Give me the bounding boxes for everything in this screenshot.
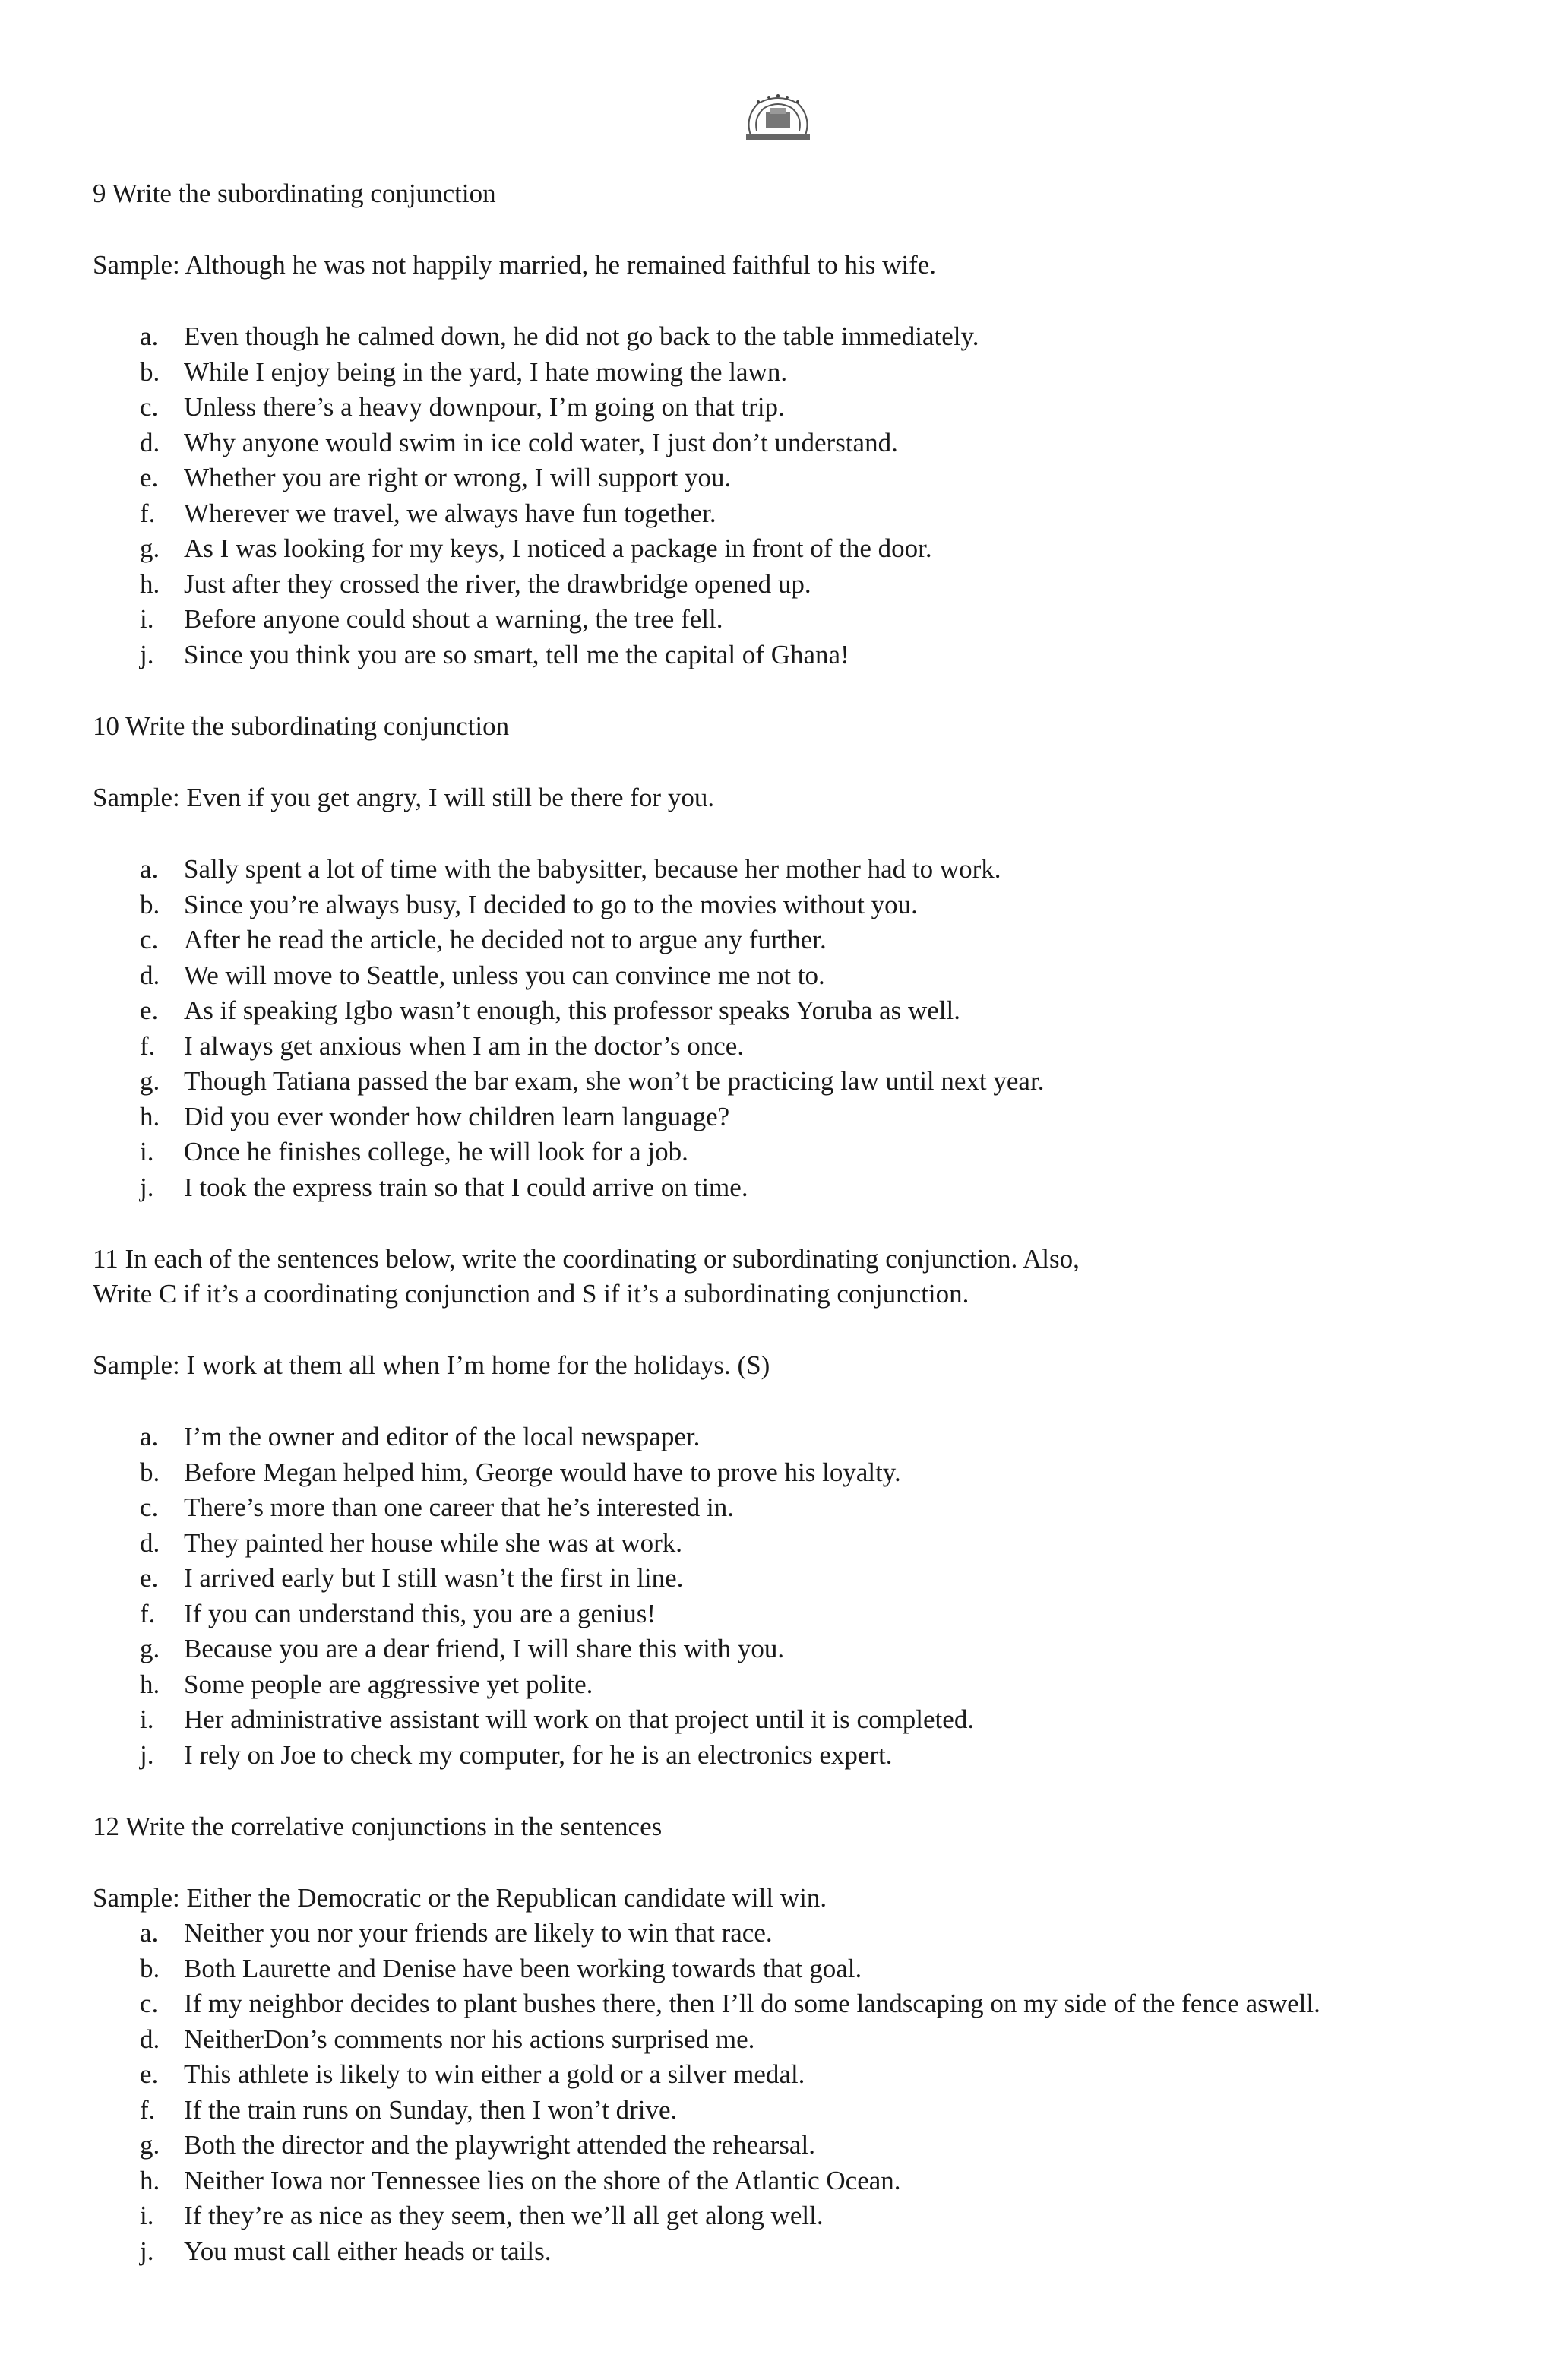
item-label: j. [140,639,154,669]
item-text: If my neighbor decides to plant bushes there, then I’ll do some landscaping on my side of the fence aswell. [184,1989,1320,2018]
item-label: d. [140,1527,160,1558]
item-label: c. [140,392,159,422]
item-text: Both the director and the playwright attended the rehearsal. [184,2130,815,2160]
item-label: g. [140,2130,160,2160]
item-label: j. [140,1172,154,1202]
item-text: Some people are aggressive yet polite. [184,1669,593,1699]
item-text: If the train runs on Sunday, then I won’t drive. [184,2094,678,2125]
item-text: Neither Iowa nor Tennessee lies on the shore of the Atlantic Ocean. [184,2165,901,2195]
item-label: h. [140,1669,160,1699]
item-text: Sally spent a lot of time with the babysitter, because her mother had to work. [184,854,1001,884]
list-item [93,567,1460,603]
list-item [93,1597,1460,1632]
sample-sentence: Sample: Either the Democratic or the Republican candidate will win. [93,1883,827,1913]
item-text: This athlete is likely to win either a gold or a silver medal. [184,2059,805,2089]
item-label: i. [140,2201,154,2230]
item-text: Wherever we travel, we always have fun together. [184,498,716,528]
item-label: d. [140,960,160,990]
item-text: Because you are a dear friend, I will share this with you. [184,1634,785,1663]
item-text: NeitherDon’s comments nor his actions surprised me. [184,2024,755,2054]
item-text: Once he finishes college, he will look for a job. [184,1137,688,1166]
item-text: Neither you nor your friends are likely to win that race. [184,1918,773,1948]
item-text: Since you’re always busy, I decided to go to the movies without you. [184,889,918,919]
item-text: I rely on Joe to check my computer, for he is an electronics expert. [184,1739,893,1770]
list-item [93,1702,1460,1738]
list-item [93,2022,1460,2058]
list-item [93,2163,1460,2199]
item-label: c. [140,1492,159,1522]
list-item [93,2198,1460,2234]
item-label: a. [140,1422,159,1451]
list-item [93,638,1460,673]
sentence-list [93,1916,1460,2269]
list-item [93,852,1460,888]
list-item [93,1986,1460,2022]
sample-sentence: Sample: Even if you get angry, I will still be there for you. [93,783,715,812]
list-item [93,1490,1460,1526]
item-text: While I enjoy being in the yard, I hate mowing the lawn. [184,356,788,387]
item-text: Did you ever wonder how children learn language? [184,1101,730,1131]
list-item [93,993,1460,1029]
item-label: i. [140,604,154,634]
item-label: f. [140,2094,156,2125]
item-text: Before anyone could shout a warning, the tree fell. [184,604,723,634]
list-item [93,2057,1460,2093]
item-text: Whether you are right or wrong, I will support you. [184,463,732,492]
list-item [93,1100,1460,1135]
list-item [93,923,1460,958]
question-heading: 10 Write the subordinating conjunction [93,711,510,741]
item-text: If they’re as nice as they seem, then we’ll all get along well. [184,2201,824,2230]
item-label: e. [140,1563,159,1593]
item-label: f. [140,1030,156,1061]
list-item [93,1916,1460,1951]
sample-sentence: Sample: Although he was not happily married, he remained faithful to his wife. [93,250,937,280]
item-label: f. [140,1598,156,1628]
item-text: Both Laurette and Denise have been working towards that goal. [184,1953,862,1983]
list-item [93,602,1460,638]
list-item [93,319,1460,355]
list-item [93,1419,1460,1455]
item-label: b. [140,889,160,919]
item-label: d. [140,427,160,457]
sentence-list [93,319,1460,673]
question-12 [93,1809,1460,2269]
item-label: h. [140,2165,160,2195]
item-label: d. [140,2024,160,2054]
item-text: As I was looking for my keys, I noticed a package in front of the door. [184,533,932,563]
question-11 [93,1242,1460,1773]
question-heading-continued: Write C if it’s a coordinating conjunction and S if it’s a subordinating conjunction. [93,1279,969,1309]
sentence-list [93,1419,1460,1773]
item-text: I took the express train so that I could arrive on time. [184,1172,748,1202]
list-item [93,1526,1460,1562]
item-label: b. [140,1953,160,1983]
item-text: After he read the article, he decided not to argue any further. [184,925,827,954]
item-label: j. [140,1739,154,1770]
question-9 [93,176,1460,673]
question-10 [93,709,1460,1205]
item-label: a. [140,321,159,351]
item-text: There’s more than one career that he’s interested in. [184,1492,734,1522]
item-text: We will move to Seattle, unless you can convince me not to. [184,960,825,990]
question-heading: 12 Write the correlative conjunctions in the sentences [93,1812,663,1841]
item-label: e. [140,995,159,1025]
list-item [93,1135,1460,1170]
item-label: g. [140,533,160,563]
list-item [93,2093,1460,2128]
item-text: I’m the owner and editor of the local newspaper. [184,1422,701,1451]
item-text: Before Megan helped him, George would have to prove his loyalty. [184,1457,901,1487]
item-text: Her administrative assistant will work on that project until it is completed. [184,1704,975,1734]
list-item [93,1951,1460,1987]
list-item [93,1064,1460,1100]
item-text: Just after they crossed the river, the drawbridge opened up. [184,568,811,599]
item-text: They painted her house while she was at work. [184,1527,683,1558]
list-item [93,958,1460,994]
list-item [93,496,1460,532]
item-label: c. [140,1989,159,2018]
item-label: j. [140,2236,154,2266]
item-label: a. [140,1918,159,1948]
item-text: If you can understand this, you are a genius! [184,1598,656,1628]
sample-sentence: Sample: I work at them all when I’m home for the holidays. (S) [93,1350,770,1380]
item-label: f. [140,498,156,528]
item-text: You must call either heads or tails. [184,2236,552,2266]
item-text: Even though he calmed down, he did not go back to the table immediately. [184,321,979,351]
list-item [93,888,1460,923]
question-heading: 9 Write the subordinating conjunction [93,179,496,208]
item-text: Though Tatiana passed the bar exam, she won’t be practicing law until next year. [184,1066,1045,1096]
item-label: a. [140,854,159,884]
item-label: h. [140,1101,160,1131]
list-item [93,2234,1460,2270]
list-item [93,531,1460,567]
item-label: g. [140,1066,160,1096]
item-label: i. [140,1137,154,1166]
list-item [93,1170,1460,1206]
item-label: h. [140,568,160,599]
list-item [93,1632,1460,1667]
sentence-list [93,852,1460,1205]
question-heading: 11 In each of the sentences below, write the coordinating or subordinating conjunction. Also, [93,1244,1080,1274]
item-label: e. [140,2059,159,2089]
list-item [93,1029,1460,1065]
item-text: As if speaking Igbo wasn’t enough, this professor speaks Yoruba as well. [184,995,961,1025]
list-item [93,2128,1460,2163]
list-item [93,460,1460,496]
school-crest-logo [735,90,821,144]
worksheet-content [93,176,1460,2306]
item-label: c. [140,925,159,954]
item-label: i. [140,1704,154,1734]
list-item [93,390,1460,426]
list-item [93,426,1460,461]
list-item [93,1455,1460,1491]
list-item [93,1667,1460,1703]
list-item [93,355,1460,391]
item-label: b. [140,356,160,387]
item-label: g. [140,1634,160,1663]
item-text: Since you think you are so smart, tell me the capital of Ghana! [184,639,849,669]
item-text: I arrived early but I still wasn’t the first in line. [184,1563,684,1593]
item-text: Why anyone would swim in ice cold water, I just don’t understand. [184,427,898,457]
list-item [93,1738,1460,1774]
item-label: b. [140,1457,160,1487]
item-text: Unless there’s a heavy downpour, I’m going on that trip. [184,392,785,422]
item-text: I always get anxious when I am in the doctor’s once. [184,1030,745,1061]
list-item [93,1561,1460,1597]
item-label: e. [140,463,159,492]
